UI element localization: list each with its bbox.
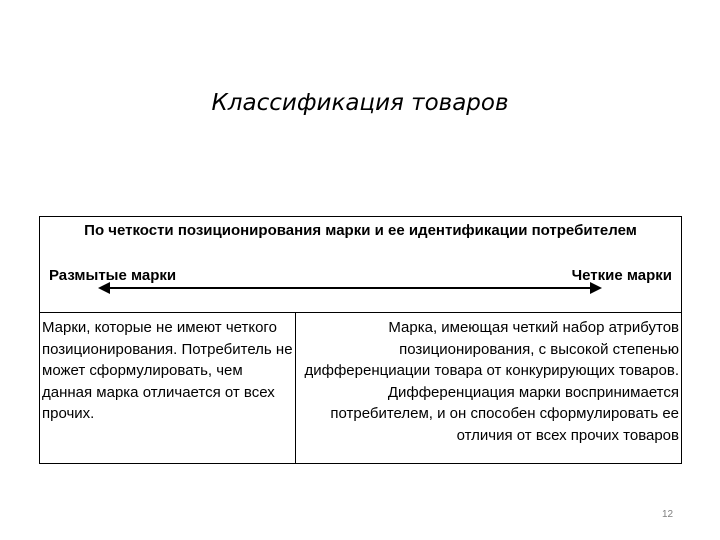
double-arrow-icon <box>98 280 602 296</box>
clear-brands-label: Четкие марки <box>571 267 672 284</box>
page-number: 12 <box>662 509 674 520</box>
classification-table <box>39 216 682 464</box>
page-title: Классификация товаров <box>211 90 509 116</box>
table-header <box>40 217 681 313</box>
blurred-brands-description: Марки, которые не имеют четкого позиционирования. Потребитель не может сформулировать, чем данная марка отличается от всех прочих. <box>42 319 293 422</box>
clear-brands-cell <box>296 313 681 463</box>
table-header-title: По четкости позиционирования марки и ее идентификации потребителем <box>84 222 637 239</box>
blurred-brands-label: Размытые марки <box>49 267 177 284</box>
clear-brands-description: Марка, имеющая четкий набор атрибутов позиционирования, с высокой степенью дифференциации товара от конкурирующих товаров. Дифференциация марки воспринимается потребителем, и он способен сформулировать ее отличия от всех прочих товаров <box>304 319 679 444</box>
blurred-brands-cell <box>40 313 296 463</box>
